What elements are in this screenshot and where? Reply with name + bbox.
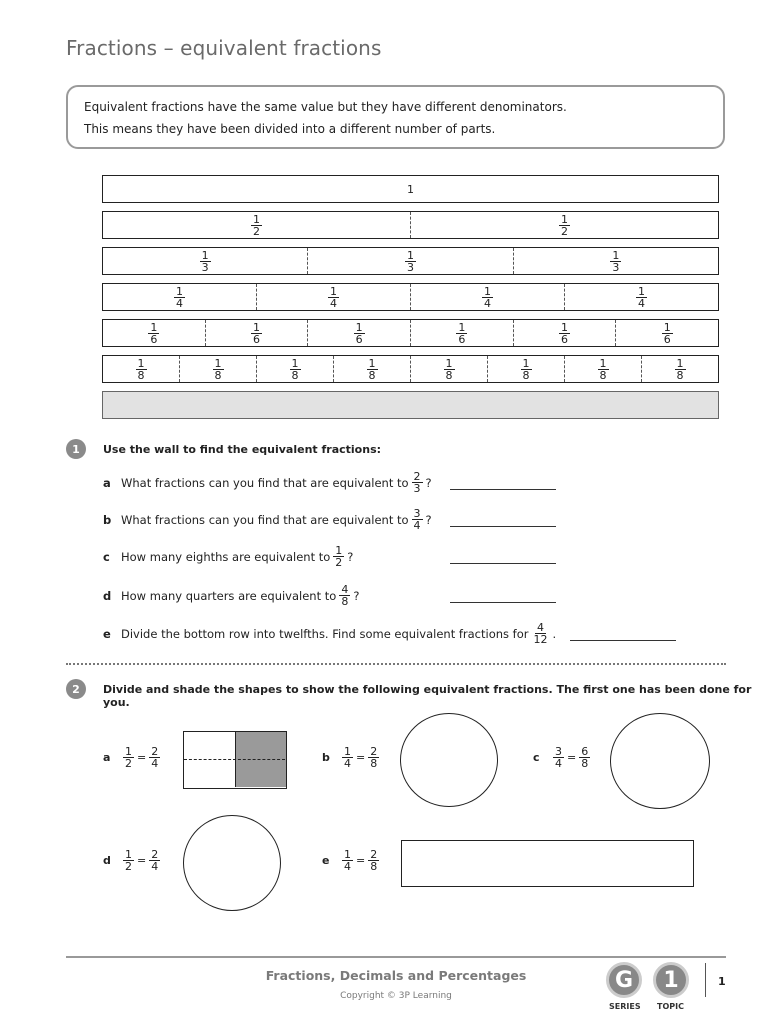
q1d-answer-line[interactable] (450, 602, 556, 603)
page-number: 1 (718, 975, 726, 988)
wall-row-sixths (102, 319, 719, 347)
fraction: $\frac{1}{6}$ (150, 320, 158, 346)
q1b-letter: b (103, 512, 112, 527)
q1b-line (103, 508, 432, 531)
q1b-tail: ? (425, 512, 432, 527)
fraction: $\frac{1}{6}$ (458, 320, 466, 346)
wall-row-blank[interactable] (102, 391, 719, 419)
fraction: $\frac{4}{12}$ (533, 621, 548, 646)
fraction: $\frac{1}{6}$ (561, 320, 569, 346)
fraction: $\frac{1}{8}$ (368, 356, 376, 382)
fraction: $\frac{2}{8}$ (370, 848, 378, 873)
fraction: $\frac{1}{6}$ (355, 320, 363, 346)
q2a-divider-line (184, 759, 285, 760)
q1c-answer-line[interactable] (450, 563, 556, 564)
wall-cell (308, 320, 411, 346)
q2c-shape-circle[interactable] (610, 713, 710, 809)
wall-cell (411, 212, 718, 238)
q1b-answer-line[interactable] (450, 526, 556, 527)
fraction: $\frac{2}{8}$ (370, 745, 378, 770)
wall-cell (103, 320, 206, 346)
q1a-tail: ? (425, 475, 432, 490)
fraction: $\frac{6}{8}$ (581, 745, 589, 770)
topic-badge-icon: 1 (653, 962, 689, 998)
topic-label: TOPIC (657, 1002, 684, 1011)
fraction: $\frac{1}{8}$ (214, 356, 222, 382)
q1c-tail: ? (347, 549, 354, 564)
series-label: SERIES (609, 1002, 641, 1011)
wall-cell (514, 248, 718, 274)
fraction: $\frac{1}{4}$ (330, 284, 337, 310)
wall-cell (642, 356, 718, 382)
fraction: $\frac{1}{4}$ (344, 848, 351, 873)
wall-cell (488, 356, 565, 382)
equals-sign: = (137, 751, 147, 764)
q2e-equation (322, 849, 379, 872)
q1d-line (103, 584, 359, 607)
equals-sign: = (356, 854, 366, 867)
equals-sign: = (567, 751, 577, 764)
fraction: $\frac{1}{3}$ (201, 248, 209, 274)
q2b-letter: b (322, 751, 330, 764)
wall-cell (206, 320, 309, 346)
wall-cell (411, 284, 565, 310)
section-divider (66, 663, 726, 665)
footer-copyright: Copyright © 3P Learning (340, 991, 452, 1001)
q1b-text: What fractions can you find that are equivalent to (121, 512, 409, 527)
wall-row-quarters (102, 283, 719, 311)
wall-cell (180, 356, 257, 382)
info-line-2: This means they have been divided into a different number of parts. (84, 122, 496, 136)
equals-sign: = (356, 751, 366, 764)
fraction: $\frac{1}{8}$ (291, 356, 299, 382)
q1e-answer-line[interactable] (570, 640, 676, 641)
question-2-badge: 2 (66, 679, 86, 699)
fraction: $\frac{1}{8}$ (445, 356, 453, 382)
fraction: $\frac{1}{4}$ (344, 745, 351, 770)
q1a-text: What fractions can you find that are equivalent to (121, 475, 409, 490)
wall-cell (514, 320, 617, 346)
equals-sign: = (137, 854, 147, 867)
q1d-letter: d (103, 588, 112, 603)
q1e-tail: . (552, 626, 557, 641)
fraction: $\frac{4}{8}$ (341, 583, 349, 608)
fraction: $\frac{1}{8}$ (137, 356, 145, 382)
q1d-text: How many quarters are equivalent to (121, 588, 337, 603)
wall-cell (257, 284, 411, 310)
footer-title: Fractions, Decimals and Percentages (265, 968, 527, 983)
q2d-letter: d (103, 854, 111, 867)
wall-row-eighths (102, 355, 719, 383)
fraction: $\frac{1}{6}$ (663, 320, 671, 346)
wall-cell (257, 356, 334, 382)
fraction: $\frac{1}{4}$ (176, 284, 183, 310)
fraction: $\frac{1}{3}$ (406, 248, 414, 274)
fraction: $\frac{2}{4}$ (151, 848, 159, 873)
question-1-title: Use the wall to find the equivalent fractions: (103, 443, 382, 456)
q2b-equation (322, 746, 379, 769)
fraction: $\frac{1}{8}$ (599, 356, 607, 382)
wall-row-whole (102, 175, 719, 203)
wall-cell (616, 320, 718, 346)
q1a-letter: a (103, 475, 111, 490)
q2a-shape-rectangle (183, 731, 287, 789)
footer-separator (705, 963, 706, 997)
fraction: $\frac{2}{4}$ (151, 745, 159, 770)
q2d-shape-circle[interactable] (183, 815, 281, 911)
fraction: $\frac{1}{2}$ (253, 212, 260, 238)
wall-cell (103, 284, 257, 310)
fraction: $\frac{1}{4}$ (638, 284, 645, 310)
fraction: $\frac{2}{3}$ (413, 470, 421, 495)
fraction: $\frac{1}{8}$ (676, 356, 684, 382)
question-1-badge: 1 (66, 439, 86, 459)
page-title: Fractions – equivalent fractions (66, 36, 382, 60)
footer-divider (66, 956, 726, 958)
q1c-letter: c (103, 549, 110, 564)
q1a-answer-line[interactable] (450, 489, 556, 490)
q1c-text: How many eighths are equivalent to (121, 549, 331, 564)
q1a-line (103, 471, 432, 494)
info-line-1: Equivalent fractions have the same value but they have different denominators. (84, 100, 567, 114)
fraction: $\frac{1}{2}$ (125, 848, 132, 873)
wall-cell (565, 356, 642, 382)
q2e-letter: e (322, 854, 330, 867)
fraction: $\frac{3}{4}$ (555, 745, 562, 770)
q2d-equation (103, 849, 160, 872)
fraction: $\frac{1}{2}$ (335, 544, 343, 569)
wall-cell (103, 212, 411, 238)
wall-cell (411, 356, 488, 382)
fraction: $\frac{3}{4}$ (413, 507, 421, 532)
q2c-letter: c (533, 751, 540, 764)
q1e-text: Divide the bottom row into twelfths. Find some equivalent fractions for (121, 626, 529, 641)
q1d-tail: ? (353, 588, 360, 603)
question-2-title: Divide and shade the shapes to show the following equivalent fractions. The first one has been done for you. (103, 683, 752, 709)
fraction: $\frac{1}{2}$ (561, 212, 568, 238)
wall-cell (565, 284, 718, 310)
fraction: $\frac{1}{3}$ (612, 248, 620, 274)
wall-cell (334, 356, 411, 382)
q1c-line (103, 545, 353, 568)
wall-cell: 1 (407, 182, 414, 196)
q2b-shape-circle[interactable] (400, 713, 498, 807)
wall-cell (103, 248, 308, 274)
q1e-line (103, 622, 556, 645)
wall-row-thirds (102, 247, 719, 275)
q2e-shape-rectangle[interactable] (401, 840, 694, 887)
wall-cell (308, 248, 513, 274)
wall-cell (411, 320, 514, 346)
fraction: $\frac{1}{2}$ (125, 745, 132, 770)
q2a-letter: a (103, 751, 111, 764)
q2a-equation (103, 746, 160, 769)
q1e-letter: e (103, 626, 111, 641)
wall-cell (103, 356, 180, 382)
q2c-equation (533, 746, 590, 769)
info-box (66, 85, 725, 149)
fraction: $\frac{1}{8}$ (522, 356, 530, 382)
series-badge-icon: G (606, 962, 642, 998)
fraction: $\frac{1}{6}$ (253, 320, 260, 346)
fraction: $\frac{1}{4}$ (484, 284, 491, 310)
wall-row-halves (102, 211, 719, 239)
